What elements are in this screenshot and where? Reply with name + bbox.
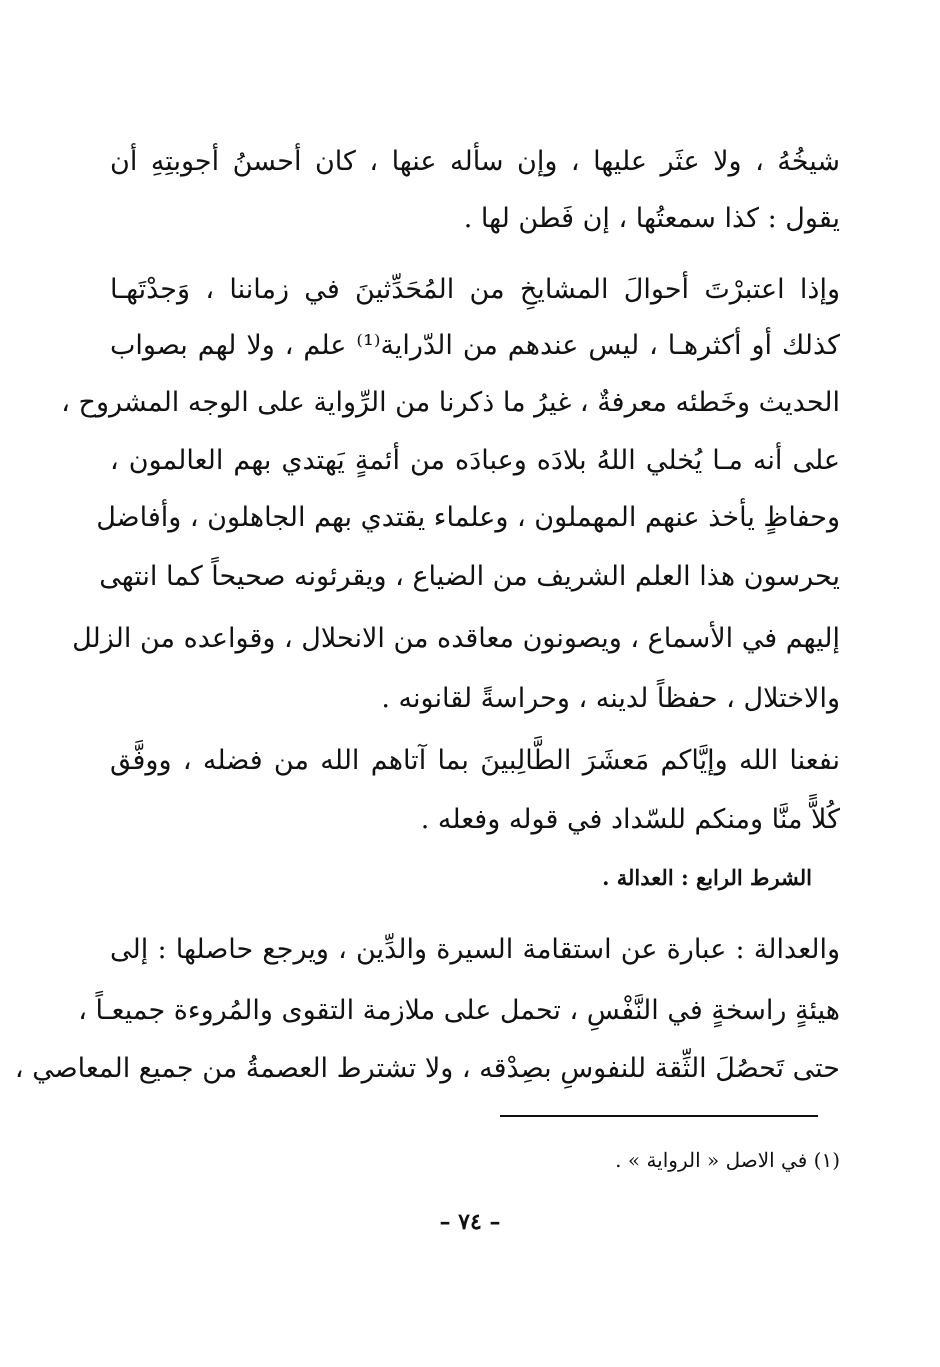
text-line: وإذا اعتبرْتَ أحوالَ المشايخِ من المُحَدِّثينَ في زماننا ، وَجدْتَهـا [110, 274, 840, 305]
text-line: والاختلال ، حفظاً لدينه ، وحراسةً لقانونه . [381, 683, 840, 714]
text-line: هيئةٍ راسخةٍ في النَّفْسِ ، تحمل على ملازمة التقوى والمُروءة جميعـاً ، [78, 995, 840, 1026]
footnote: (١) في الاصل « الرواية » . [615, 1148, 840, 1172]
text-line: والعدالة : عبارة عن استقامة السيرة والدِّين ، ويرجع حاصلها : إلى [110, 934, 840, 965]
text-line: يقول : كذا سمعتُها ، إن فَطن لها . [463, 203, 840, 234]
text-line: كذلك أو أكثرهـا ، ليس عندهم من الدّراية⁽¹⁾ علم ، ولا لهم بصواب [110, 330, 840, 361]
text-line: على أنه مـا يُخلي اللهُ بلادَه وعبادَه من أئمةٍ يَهتدي بهم العالمون ، [110, 445, 840, 476]
text-line: شيخُهُ ، ولا عثَر عليها ، وإن سأله عنها ، كان أحسنُ أجوبتِهِ أن [110, 146, 840, 177]
text-line: كُلاًّ منَّا ومنكم للسّداد في قوله وفعله . [420, 804, 840, 835]
text-line: وحفاظٍ يأخذ عنهم المهملون ، وعلماء يقتدي بهم الجاهلون ، وأفاضل [96, 502, 840, 533]
text-line: الحديث وخَطئه معرفةٌ ، غيرُ ما ذكرنا من الرِّواية على الوجه المشروح ، [61, 387, 840, 418]
text-line: إليهم في الأسماع ، ويصونون معاقده من الانحلال ، وقواعده من الزلل [72, 623, 840, 654]
text-line: نفعنا الله وإيَّاكم مَعشَرَ الطَّالِبينَ بما آتاهم الله من فضله ، ووفَّق [110, 745, 840, 776]
text-line: حتى تَحصُلَ الثِّقة للنفوسِ بصِدْقه ، ولا تشترط العصمةُ من جميع المعاصي ، [14, 1053, 840, 1084]
footnote-divider [500, 1115, 818, 1117]
section-heading: الشرط الرابع : العدالة . [602, 865, 812, 890]
page-number: – ٧٤ – [439, 1209, 501, 1235]
text-line: يحرسون هذا العلم الشريف من الضياع ، ويقرئونه صحيحاً كما انتهى [99, 561, 840, 592]
